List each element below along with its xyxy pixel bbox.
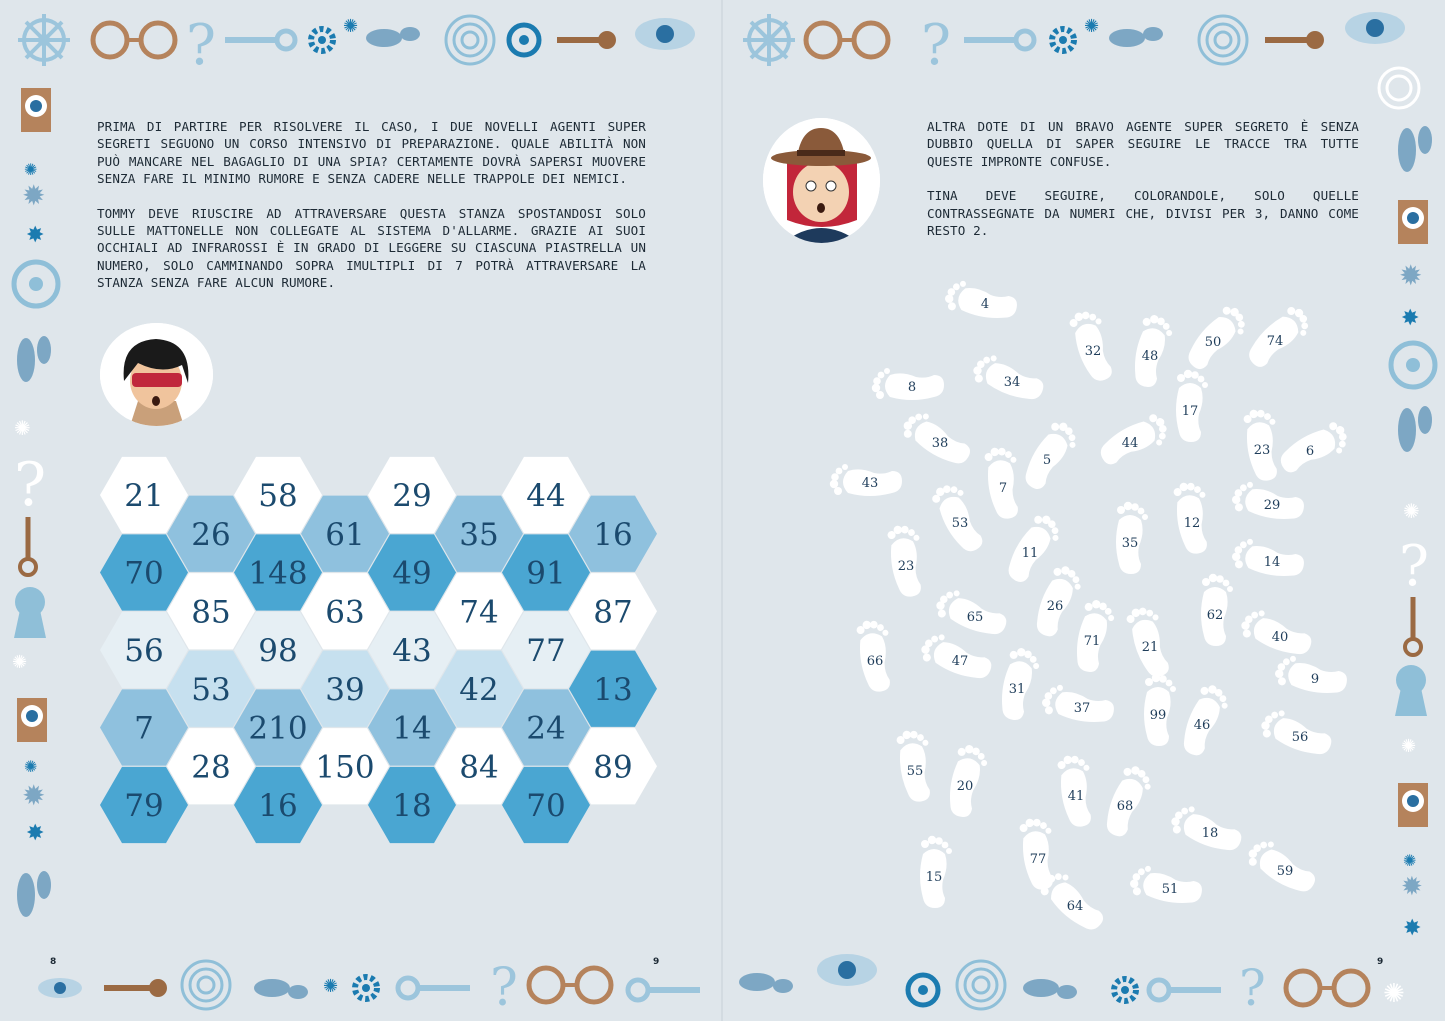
hex-tile-number: 49 (392, 555, 432, 592)
fingerprint-icon (182, 961, 230, 1009)
hex-tile-number: 84 (459, 749, 499, 786)
hex-tile-number: 28 (191, 749, 231, 786)
footprint[interactable] (1241, 406, 1285, 483)
keyhole-eye-icon (1398, 200, 1428, 244)
footprint-number: 51 (1161, 882, 1179, 897)
footprint-number: 37 (1073, 701, 1091, 716)
sparkle-icon: ✸ (1401, 306, 1420, 331)
fingerprint-icon (1199, 16, 1247, 64)
hex-tile-number: 61 (325, 516, 365, 553)
hex-tile-number: 14 (392, 710, 432, 747)
hex-tile-number: 26 (191, 516, 231, 553)
hex-tile-number: 148 (248, 555, 308, 592)
footprint[interactable] (1040, 682, 1117, 726)
footprint-number: 59 (1276, 864, 1294, 879)
question-mark-icon: ? (921, 13, 952, 78)
hex-tile-number: 91 (526, 555, 566, 592)
keyhole-eye-icon (21, 88, 51, 132)
footprint-number: 47 (951, 654, 969, 669)
footprint-number: 43 (861, 476, 879, 491)
intro-paragraph (927, 118, 1359, 256)
footprint-number: 44 (1121, 436, 1139, 451)
gear-icon: ✹ (1401, 872, 1423, 902)
footprint-number: 56 (1291, 730, 1309, 745)
footprint[interactable] (885, 522, 929, 599)
hex-tile-number: 58 (258, 478, 298, 514)
hex-tile-number: 74 (459, 594, 499, 631)
hex-tile-number: 13 (593, 671, 633, 708)
girl-with-hat-icon (763, 118, 880, 243)
footprint[interactable] (1031, 562, 1086, 641)
footprint[interactable] (854, 617, 898, 694)
instruction-text: TOMMY DEVE RIUSCIRE AD ATTRAVERSARE QUESTA STANZA SPOSTANDOSI SOLO SULLE MATTONELLE NON COLLEGATE AL SISTEMA D'ALLARME. GRAZIE AI SUOI OCCHIALI AD INFRAROSSI È IN GRADO DI LEGGERE SU CIASCUNA PIASTRELLA UN NUMERO, SOLO CAMMINANDO SOPRA IMULTIPLI DI 7 POTRÀ ATTRAVERSARE LA STANZA SENZA FARE ALCUN RUMORE. (97, 205, 646, 291)
footprint-icon (17, 871, 51, 917)
footprint[interactable] (1242, 302, 1316, 376)
footprint-number: 4 (980, 297, 990, 312)
footprint-number: 5 (1042, 453, 1052, 468)
glasses-icon (806, 23, 888, 57)
hexagon-tile-grid (97, 450, 662, 850)
footprint-number: 23 (1253, 443, 1271, 458)
key-icon (628, 980, 700, 1000)
footprint-number: 46 (1193, 718, 1211, 733)
eye-icon (38, 978, 82, 998)
footprint-number: 38 (931, 436, 949, 451)
footprint-number: 65 (966, 610, 984, 625)
footprint-number: 71 (1083, 634, 1101, 649)
footprint[interactable] (1178, 681, 1233, 760)
footprint[interactable] (1243, 834, 1322, 898)
hex-tile-number: 79 (124, 788, 164, 824)
hex-tile-number: 16 (258, 788, 298, 824)
hex-tile-number: 85 (191, 594, 231, 631)
key-icon (104, 979, 167, 997)
footprint-number: 62 (1206, 608, 1224, 623)
keyhole-eye-icon (17, 698, 47, 742)
fingerprint-icon (957, 961, 1005, 1009)
footprint-number: 23 (897, 559, 915, 574)
footprint-number: 21 (1141, 640, 1159, 655)
footprints-field (810, 275, 1370, 935)
page-number: 9 (1377, 957, 1384, 967)
key-icon (557, 31, 616, 49)
footprint[interactable] (1128, 863, 1205, 907)
footprint[interactable] (998, 646, 1042, 723)
footprint[interactable] (1144, 674, 1176, 746)
footprint-number: 99 (1149, 708, 1167, 723)
glasses-icon (1286, 971, 1368, 1005)
footprint-icon (17, 336, 51, 382)
instruction-text: TINA DEVE SEGUIRE, COLORANDOLE, SOLO QUELLE CONTRASSEGNATE DA NUMERI CHE, DIVISI PER 3, DANNO COME RESTO 2. (927, 188, 1359, 239)
fingerprint-icon (1379, 68, 1419, 108)
footprint[interactable] (943, 278, 1020, 322)
tommy-avatar (100, 323, 213, 426)
footprint-number: 11 (1021, 546, 1039, 561)
eye-icon (817, 954, 877, 986)
footprint[interactable] (1116, 502, 1148, 574)
triskele-icon (509, 25, 539, 55)
footprint-number: 29 (1263, 498, 1281, 513)
footprint[interactable] (1002, 510, 1066, 589)
triskele-icon (1391, 343, 1435, 387)
gear-icon: ✹ (22, 179, 46, 212)
gear-icon (355, 977, 377, 999)
footprint-number: 6 (1305, 444, 1315, 459)
footprint[interactable] (982, 444, 1026, 521)
footprint[interactable] (1055, 752, 1099, 829)
footprint-number: 64 (1066, 899, 1084, 914)
sparkle-icon: ✸ (26, 223, 45, 248)
footprint-number: 53 (951, 516, 969, 531)
gear-icon (18, 14, 70, 66)
footprint-number: 15 (925, 870, 943, 885)
page-number-inner: 9 (653, 957, 660, 967)
footprint[interactable] (1176, 370, 1208, 442)
footprint-number: 31 (1008, 682, 1026, 697)
gear-icon (743, 14, 795, 66)
key-icon (225, 31, 295, 49)
gear-icon: ✺ (1383, 979, 1405, 1009)
footprint[interactable] (1123, 602, 1178, 681)
footprint-icon (1398, 126, 1432, 172)
sparkle-icon: ✸ (1403, 916, 1422, 941)
footprint-number: 17 (1181, 404, 1199, 419)
hex-tile-number: 77 (526, 633, 566, 669)
footprint-number: 40 (1271, 630, 1289, 645)
key-icon (1405, 597, 1421, 655)
footprint[interactable] (1066, 306, 1121, 385)
sparkle-icon: ✺ (1403, 499, 1420, 523)
key-icon (398, 978, 470, 998)
footprint[interactable] (932, 585, 1011, 640)
intro-text: PRIMA DI PARTIRE PER RISOLVERE IL CASO, I DUE NOVELLI AGENTI SUPER SEGRETI SEGUONO UN CORSO INTENSIVO DI PREPARAZIONE. QUALE ABILITÀ NON PUÒ MANCARE NEL BAGAGLIO DI UNA SPIA? CERTAMENTE DOVRÀ SAPERSI MUOVERE SENZA FARE IL MINIMO RUMORE E SENZA CADERE NELLE TRAPPOLE DEI NEMICI. (97, 119, 646, 187)
tina-avatar (763, 118, 880, 243)
eye-icon (1345, 12, 1405, 44)
footprint-number: 34 (1003, 375, 1021, 390)
hex-tile-number: 210 (248, 710, 308, 747)
footprint-number: 74 (1266, 334, 1284, 349)
footprint-number: 9 (1310, 672, 1320, 687)
sparkle-icon: ✺ (14, 416, 31, 440)
hex-tile-number: 70 (124, 555, 164, 592)
question-mark-icon: ? (1239, 959, 1266, 1017)
footprint[interactable] (894, 727, 938, 804)
hex-tile-number: 89 (593, 749, 633, 786)
footprint-icon (1109, 27, 1163, 47)
footprint-number: 26 (1046, 599, 1064, 614)
hex-tile-number: 35 (459, 516, 499, 553)
footprint-number: 35 (1121, 536, 1139, 551)
footprint[interactable] (920, 836, 952, 908)
footprint-icon (254, 979, 308, 999)
sparkle-icon: ✺ (1403, 851, 1417, 870)
footprint-number: 20 (956, 779, 974, 794)
gear-icon (311, 29, 333, 51)
sparkle-icon: ✺ (1084, 16, 1100, 37)
footprint[interactable] (1073, 598, 1117, 675)
footprint[interactable] (898, 406, 977, 470)
sparkle-icon: ✺ (343, 16, 359, 37)
keyhole-eye-icon (1398, 783, 1428, 827)
hex-tile-number: 24 (526, 710, 566, 747)
footprint[interactable] (1275, 418, 1354, 482)
footprint-number: 55 (906, 764, 924, 779)
footprint[interactable] (830, 464, 902, 496)
sparkle-icon: ✺ (1401, 736, 1417, 757)
hex-tile-number: 56 (124, 633, 164, 669)
footprint[interactable] (1273, 653, 1350, 697)
fingerprint-icon (446, 16, 494, 64)
hex-tile-number: 7 (134, 710, 154, 747)
footprint[interactable] (1201, 574, 1233, 646)
gear-icon: ✹ (1399, 259, 1423, 292)
footprint-icon (1275, 418, 1354, 482)
footprint-number: 12 (1183, 516, 1201, 531)
footprint-number: 14 (1263, 555, 1281, 570)
footprint[interactable] (969, 350, 1048, 405)
footprint[interactable] (1182, 301, 1253, 377)
intro-text: ALTRA DOTE DI UN BRAVO AGENTE SUPER SEGRETO È SENZA DUBBIO QUELLA DI SAPER SEGUIRE LE TRACCE TRA TUTTE QUESTE IMPRONTE CONFUSE. (927, 119, 1359, 169)
key-icon (1265, 31, 1324, 49)
boy-with-goggles-icon (100, 323, 213, 426)
footprint[interactable] (1237, 605, 1316, 660)
footprint[interactable] (1230, 536, 1307, 580)
hex-tile-number: 53 (191, 671, 231, 708)
footprint[interactable] (1167, 801, 1246, 856)
hex-tile-number: 63 (325, 594, 365, 631)
gear-icon (1114, 979, 1136, 1001)
gear-icon: ✹ (22, 779, 46, 812)
footprint-number: 77 (1029, 852, 1047, 867)
eye-icon (635, 18, 695, 50)
footprint[interactable] (1101, 762, 1156, 841)
hex-tile-number: 42 (459, 671, 499, 708)
footprint[interactable] (917, 629, 996, 684)
footprint[interactable] (1230, 479, 1307, 523)
question-mark-icon: ? (1399, 534, 1430, 599)
triskele-icon (908, 975, 938, 1005)
footprint-number: 48 (1141, 349, 1159, 364)
hex-tile-number: 70 (526, 788, 566, 824)
footprint-number: 32 (1084, 344, 1102, 359)
key-icon (964, 31, 1034, 49)
footprint-icon (739, 973, 793, 993)
footprint[interactable] (1257, 705, 1336, 760)
sparkle-icon: ✺ (24, 757, 38, 776)
key-icon (20, 517, 36, 575)
footprint-number: 50 (1204, 335, 1222, 350)
footprint-number: 66 (866, 654, 884, 669)
hex-tile-number: 21 (124, 478, 164, 514)
keyhole-icon (14, 587, 46, 638)
left-page (0, 0, 722, 1021)
footprint-number: 41 (1067, 789, 1085, 804)
key-icon (1149, 980, 1221, 1000)
footprint[interactable] (1171, 479, 1215, 556)
triskele-icon (14, 262, 58, 306)
footprint-number: 68 (1116, 799, 1134, 814)
hex-tile-number: 29 (392, 478, 432, 514)
sparkle-icon: ✸ (26, 821, 45, 846)
footprint[interactable] (1095, 410, 1174, 474)
footprint[interactable] (946, 743, 990, 820)
sparkle-icon: ✺ (12, 652, 28, 673)
sparkle-icon: ✺ (323, 976, 339, 997)
question-mark-icon: ? (490, 958, 518, 1018)
hex-tile-number: 43 (392, 633, 432, 669)
footprint[interactable] (928, 478, 992, 557)
footprint-icon (366, 27, 420, 47)
hex-tile-number: 39 (325, 671, 365, 708)
glasses-icon (93, 23, 175, 57)
keyhole-icon (1395, 665, 1427, 716)
footprint-icon (1023, 979, 1077, 999)
footprint-number: 8 (907, 380, 917, 395)
page-number: 8 (50, 957, 57, 967)
footprint-icon (1398, 406, 1432, 452)
footprint[interactable] (1131, 313, 1175, 390)
hex-tile-number: 87 (593, 594, 633, 631)
footprint-number: 18 (1201, 826, 1219, 841)
footprint-number: 7 (998, 481, 1008, 496)
gear-icon (1052, 29, 1074, 51)
footprint[interactable] (872, 368, 944, 400)
hex-tile-number: 16 (593, 516, 633, 553)
question-mark-icon: ? (186, 13, 217, 78)
hex-tile-number: 44 (526, 478, 566, 514)
question-mark-icon: ? (14, 450, 47, 520)
hex-tile-number: 150 (315, 749, 375, 786)
intro-paragraph (97, 118, 646, 309)
hex-tile-number: 98 (258, 633, 298, 669)
footprint[interactable] (1019, 417, 1083, 496)
glasses-icon (529, 968, 611, 1002)
hex-tile-number: 18 (392, 788, 432, 824)
sparkle-icon: ✺ (24, 160, 38, 179)
